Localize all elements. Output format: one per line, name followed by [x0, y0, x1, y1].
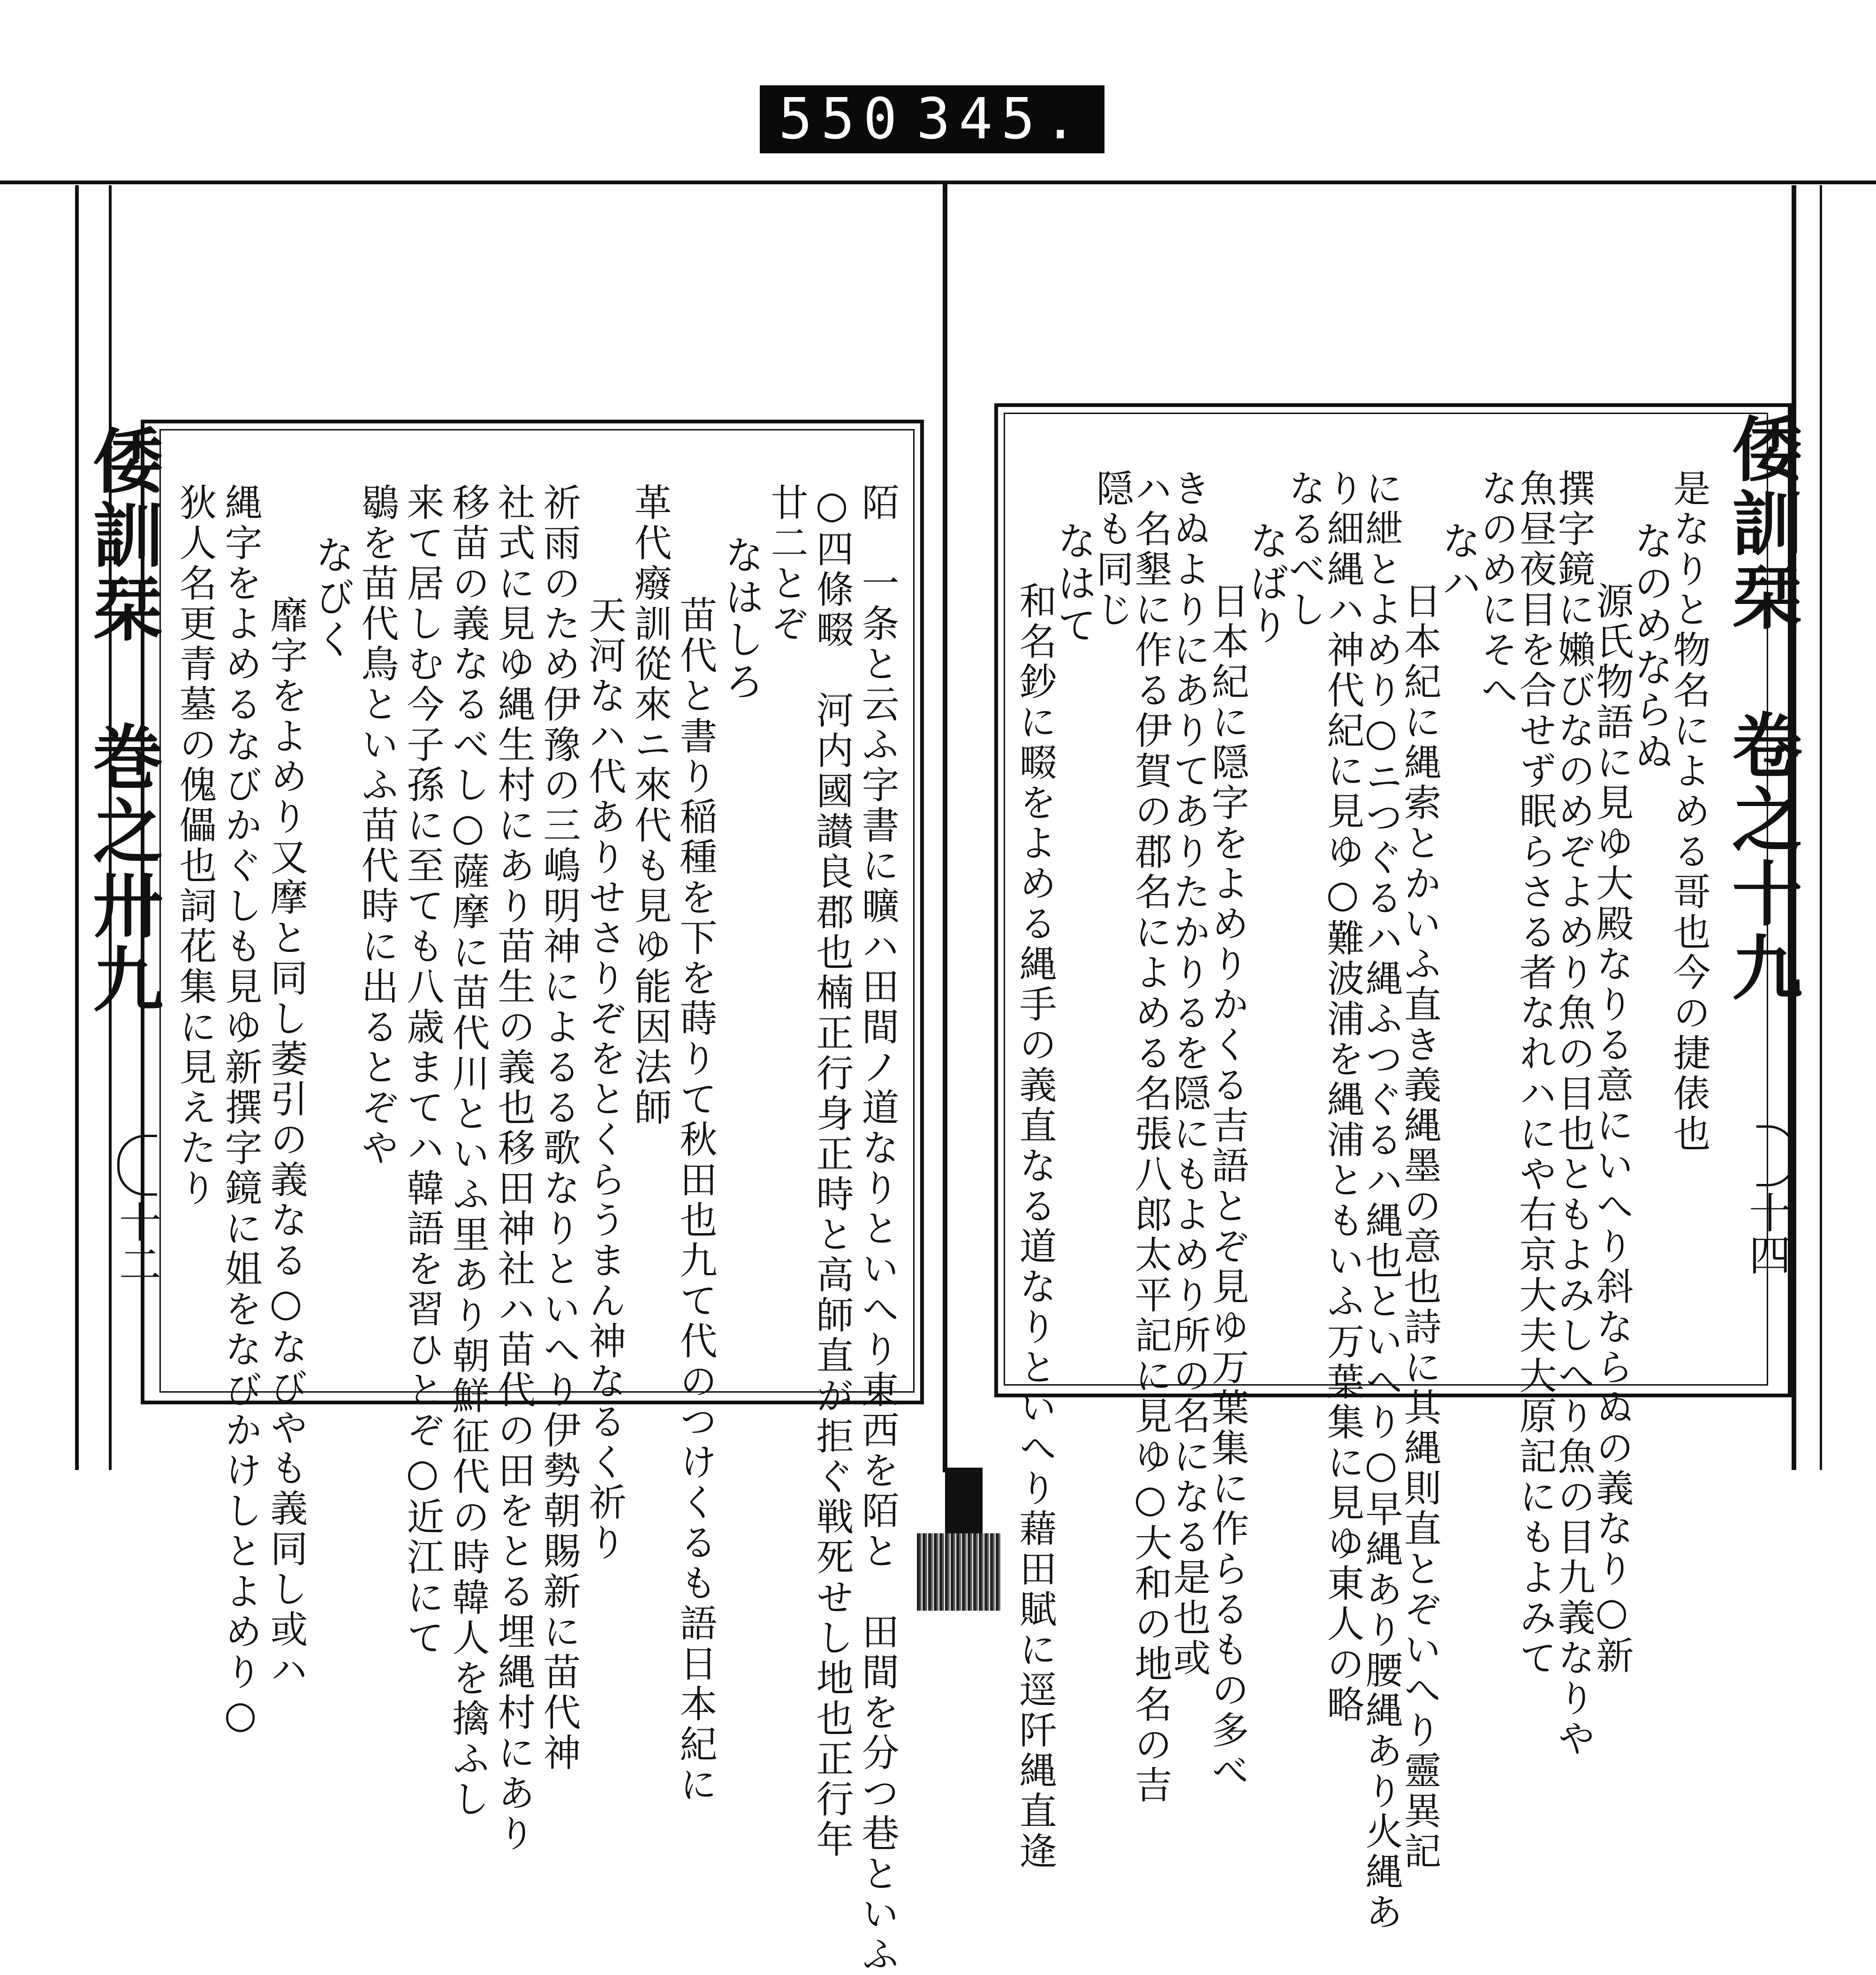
text-column: 祈雨のため伊豫の三嶋明神によるる歌なりといへり伊勢朝賜新に苗代神 [537, 483, 581, 1773]
left-leaf-edge [75, 185, 79, 1470]
left-page-folio: 十二 [112, 1200, 161, 1285]
text-column: 縄字をよめるなびかぐしも見ゆ新撰字鏡に姐をなびかけしとよめり○ [219, 483, 262, 1739]
text-column: 苗代と書り稲種を下を蒔りて秋田也九て代のつけくるも語日本紀に [673, 596, 717, 1805]
text-column: 和名鈔に畷をよめる縄手の義直なる道なりといへり藉田賦に逕阡縄直逄 [1013, 581, 1057, 1872]
text-column: 日本紀に隠字をよめりかくる吉語とぞ見ゆ万葉集に作らるもの多べ [1205, 581, 1249, 1791]
text-column: 靡字をよめり又摩と同し萎引の義なる○なびやも義同し或ハ [264, 596, 308, 1690]
binding-top-rule [0, 181, 1876, 184]
text-column: 社式に見ゆ縄生村にあり苗生の義也移田神社ハ苗代の田をとる埋縄村にあり [492, 483, 535, 1854]
text-column: 是なりと物名によめる哥也今の捷俵也 [1667, 469, 1710, 1154]
right-leaf-edge-2 [1820, 185, 1822, 1470]
entry-heading: なはて [1051, 520, 1097, 647]
text-column: 日本紀に縄索とかいふ直き義縄墨の意也詩に其縄則直とぞいへり靈異記 [1398, 581, 1441, 1872]
text-column: 廿二とぞ [764, 483, 808, 644]
text-column: なるべし [1282, 469, 1326, 630]
archive-number-stamp [760, 85, 1104, 153]
stamp-left-number: 550 [779, 87, 906, 152]
text-column: 魚昼夜目を合せず眠らさる者なれハにや右京大夫大原記にもよみて [1513, 469, 1557, 1679]
entry-heading: なハ [1436, 520, 1482, 605]
entry-heading: なはしろ [719, 535, 764, 703]
text-column: ハ名墾に作る伊賀の郡名によめる名張八郎太平記に見ゆ○大和の地名の吉 [1128, 469, 1172, 1806]
right-page-hanashira: 倭訓栞 卷之十九 [1720, 413, 1802, 1005]
left-page-hanashira: 倭訓栞 巻之卅九 [81, 424, 163, 1017]
text-column: なのめにそへ [1475, 469, 1518, 711]
text-column: ○四條畷 河内國讃良郡也楠正行身正時と高師直が拒ぐ戦死せし地也正行年 [810, 483, 854, 1860]
text-column: 陌 一条と云ふ字書に曠ハ田間ノ道なりといへり東西を陌と 田間を分つ巷といふ [855, 483, 899, 1975]
entry-heading: なびく [309, 535, 355, 661]
text-column: 来て居しむ今子孫に至ても八歳まてハ韓語を習ひとぞ○近江にて [401, 483, 444, 1658]
text-column: に紲とよめり○ニつぐるハ縄ふつぐるハ縄也といへり○早縄あり腰縄あり火縄あ [1359, 469, 1403, 1933]
book-gutter [943, 183, 947, 1472]
gutter-scan-artifact [917, 1533, 1001, 1611]
entry-heading: なのめならぬ [1628, 520, 1674, 774]
stamp-right-number: 345. [916, 87, 1086, 152]
right-page-folio: 十四 [1741, 1191, 1791, 1275]
text-column: 革代癈訓從來ニ來代も見ゆ能因法師 [628, 483, 672, 1128]
text-column: り細縄ハ神代紀に見ゆ○難波浦を縄浦ともいふ万葉集に見ゆ東人の略 [1321, 469, 1364, 1725]
text-column: 鶡を苗代鳥といふ苗代時に出るとぞや [355, 483, 399, 1168]
text-column: 隠も同じ [1090, 469, 1134, 630]
text-column: きぬよりにありてありたかりるを隠にもよめり所の名になる是也或 [1167, 469, 1210, 1679]
text-column: 移苗の義なるべし○薩摩に苗代川といふ里あり朝鮮征代の時韓人を擒ふし [446, 483, 490, 1820]
text-column: 狄人名更青墓の傀儡也詞花集に見えたり [173, 483, 217, 1209]
entry-heading: なばり [1243, 520, 1289, 647]
text-column: 撰字鏡に嬾びなのめぞよめり魚の目也ともよみしへり魚の目九義なりや [1551, 469, 1595, 1759]
text-column: 源氏物語に見ゆ大殿なりる意にいへり斜ならぬの義なり○新 [1590, 581, 1634, 1676]
text-column: 天河なハ代ありせさりぞをとくらうまん神なるく祈り [582, 596, 626, 1563]
